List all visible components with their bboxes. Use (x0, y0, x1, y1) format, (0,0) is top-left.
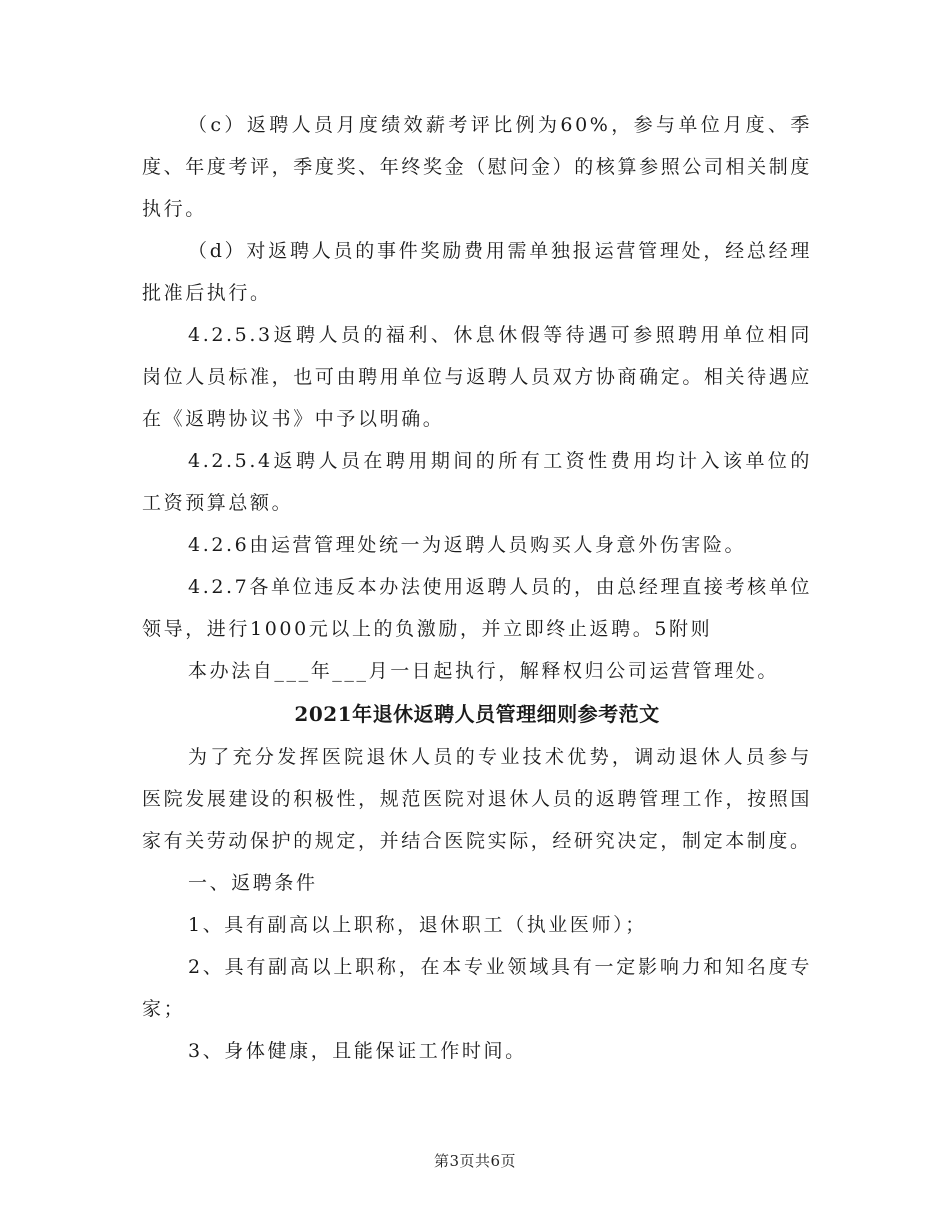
paragraph-4-2-6: 4.2.6由运营管理处统一为返聘人员购买人身意外伤害险。 (188, 534, 747, 556)
paragraph-c: （c）返聘人员月度绩效薪考评比例为60%，参与单位月度、季度、年度考评，季度奖、年终奖金（慰问金）的核算参照公司相关制度执行。 (142, 114, 812, 220)
condition-item-3: 3、身体健康，且能保证工作时间。 (188, 1040, 527, 1062)
condition-item-2: 2、具有副高以上职称，在本专业领域具有一定影响力和知名度专家； (142, 956, 812, 1020)
paragraph-4-2-5-4: 4.2.5.4返聘人员在聘用期间的所有工资性费用均计入该单位的工资预算总额。 (142, 450, 812, 514)
condition-item-1: 1、具有副高以上职称，退休职工（执业医师）； (188, 914, 647, 936)
page-number-footer: 第3页共6页 (433, 1152, 517, 1170)
heading-rehire-conditions: 一、返聘条件 (188, 872, 318, 894)
document-page (142, 104, 812, 1072)
paragraph-d: （d）对返聘人员的事件奖励费用需单独报运营管理处，经总经理批准后执行。 (142, 240, 812, 304)
section-title: 2021年退休返聘人员管理细则参考范文 (294, 702, 660, 726)
paragraph-4-2-7: 4.2.7各单位违反本办法使用返聘人员的，由总经理直接考核单位领导，进行1000元以上的负激励，并立即终止返聘。5附则 (142, 576, 812, 640)
paragraph-intro: 为了充分发挥医院退休人员的专业技术优势，调动退休人员参与医院发展建设的积极性，规范医院对退休人员的返聘管理工作，按照国家有关劳动保护的规定，并结合医院实际，经研究决定，制定本制度。 (142, 746, 812, 852)
paragraph-4-2-5-3: 4.2.5.3返聘人员的福利、休息休假等待遇可参照聘用单位相同岗位人员标准，也可由聘用单位与返聘人员双方协商确定。相关待遇应在《返聘协议书》中予以明确。 (142, 324, 812, 430)
paragraph-effective-date: 本办法自___年___月一日起执行，解释权归公司运营管理处。 (188, 660, 780, 682)
